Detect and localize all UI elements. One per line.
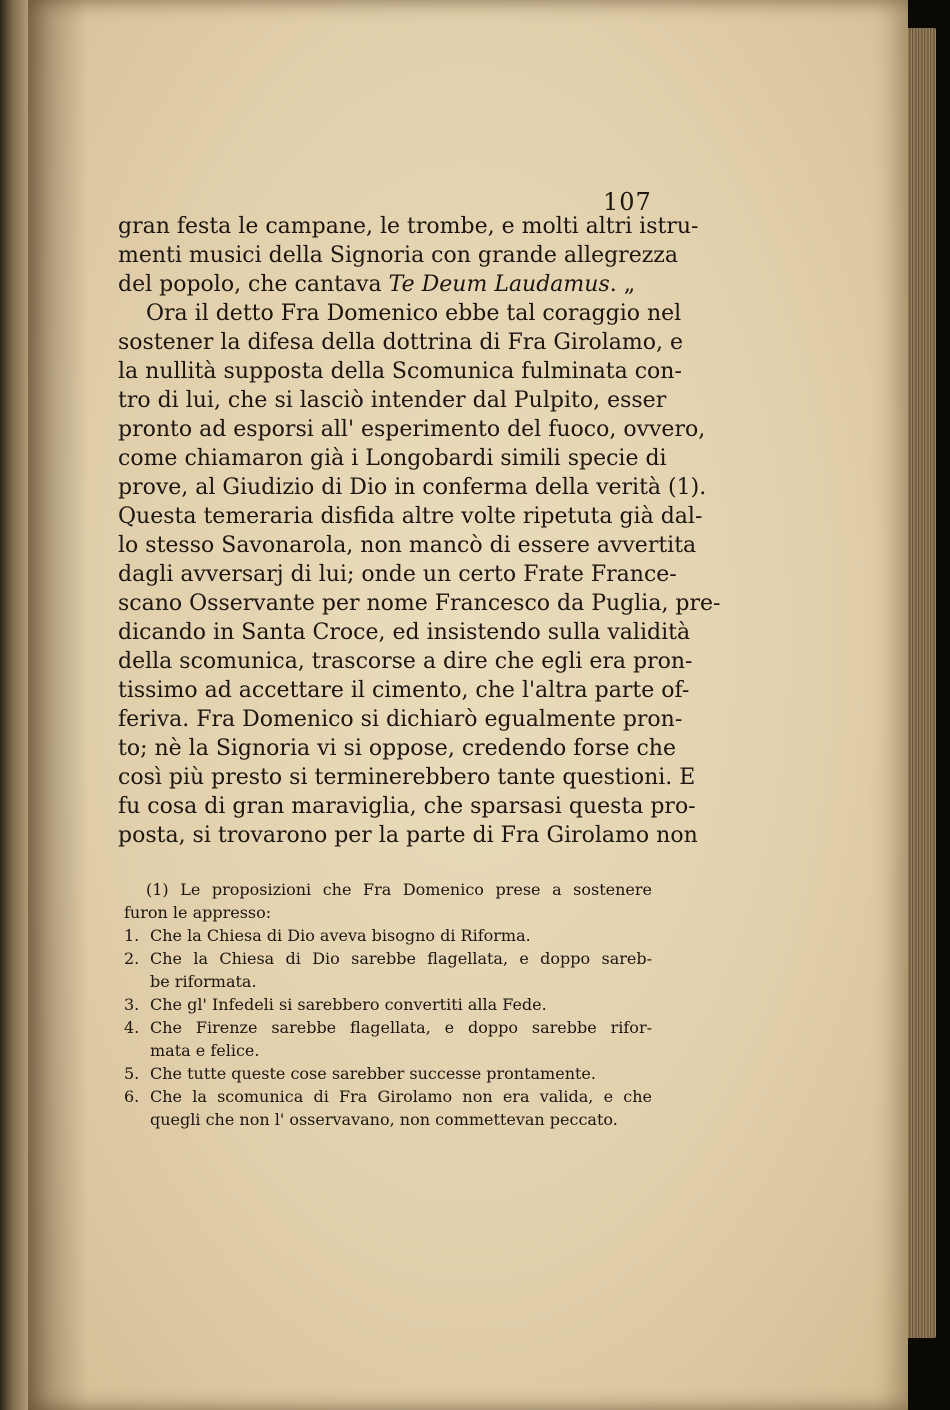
text-line: fu cosa di gran maraviglia, che sparsasi questa pro- bbox=[118, 794, 696, 819]
footnote-item-number: 5. bbox=[124, 1064, 140, 1083]
footnote-item bbox=[124, 993, 652, 1016]
footnote-item bbox=[124, 1062, 652, 1085]
text-line: lo stesso Savonarola, non mancò di essere avvertita bbox=[118, 533, 697, 558]
footnote-item-number: 4. bbox=[124, 1018, 140, 1037]
text-line: dagli avversarj di lui; onde un certo Frate France- bbox=[118, 562, 677, 587]
footnote-item-number: 3. bbox=[124, 995, 140, 1014]
footnote-item bbox=[124, 1016, 652, 1039]
text-line: pronto ad esporsi all' esperimento del fuoco, ovvero, bbox=[118, 417, 706, 442]
text-line: menti musici della Signoria con grande allegrezza bbox=[118, 243, 679, 268]
footnote-item bbox=[124, 924, 652, 947]
footnote-item-text-cont: quegli che non l' osservavano, non commettevan peccato. bbox=[150, 1110, 618, 1129]
footnote-item-text: Che la Chiesa di Dio sarebbe flagellata, e doppo sareb- bbox=[150, 949, 652, 968]
text-line: la nullità supposta della Scomunica fulminata con- bbox=[118, 359, 682, 384]
footnote-item-text: Che la Chiesa di Dio aveva bisogno di Riforma. bbox=[150, 926, 531, 945]
footnote-item-text: Che tutte queste cose sarebber successe prontamente. bbox=[150, 1064, 596, 1083]
text-line: Ora il detto Fra Domenico ebbe tal coraggio nel bbox=[146, 301, 682, 326]
text-line: gran festa le campane, le trombe, e molti altri istru- bbox=[118, 214, 699, 239]
footnote-item-text-cont: mata e felice. bbox=[150, 1041, 260, 1060]
footnote-item-text-cont: be riformata. bbox=[150, 972, 257, 991]
footnote-item-number: 1. bbox=[124, 926, 140, 945]
footnote-item bbox=[124, 947, 652, 970]
footnote-item-number: 2. bbox=[124, 949, 140, 968]
footnote-item-text: Che la scomunica di Fra Girolamo non era valida, e che bbox=[150, 1087, 652, 1106]
footnote-item-number: 6. bbox=[124, 1087, 140, 1106]
text-line: Questa temeraria disfida altre volte ripetuta già dal- bbox=[118, 504, 703, 529]
text-line: della scomunica, trascorse a dire che egli era pron- bbox=[118, 649, 693, 674]
text-line: to; nè la Signoria vi si oppose, credendo forse che bbox=[118, 736, 676, 761]
footnote-intro-cont: furon le appresso: bbox=[124, 903, 272, 922]
footnote-intro: (1) Le proposizioni che Fra Domenico prese a sostenere bbox=[146, 880, 652, 899]
text-line: come chiamaron già i Longobardi simili specie di bbox=[118, 446, 667, 471]
text-line: prove, al Giudizio di Dio in conferma della verità (1). bbox=[118, 475, 707, 500]
text-line: tissimo ad accettare il cimento, che l'altra parte of- bbox=[118, 678, 690, 703]
text-line: scano Osservante per nome Francesco da Puglia, pre- bbox=[118, 591, 721, 616]
footnote-item-text: Che gl' Infedeli si sarebbero convertiti alla Fede. bbox=[150, 995, 547, 1014]
footnote-item bbox=[124, 1085, 652, 1108]
gutter-shadow bbox=[28, 0, 88, 1410]
footnote bbox=[124, 878, 652, 1131]
footnote-item-text: Che Firenze sarebbe flagellata, e doppo sarebbe rifor- bbox=[150, 1018, 652, 1037]
text-line: posta, si trovarono per la parte di Fra Girolamo non bbox=[118, 823, 698, 848]
text-line: sostener la difesa della dottrina di Fra Girolamo, e bbox=[118, 330, 683, 355]
page-number: 107 bbox=[603, 188, 652, 216]
text-line: tro di lui, che si lasciò intender dal Pulpito, esser bbox=[118, 388, 667, 413]
latin-phrase: Te Deum Laudamus bbox=[388, 272, 610, 297]
text-line: dicando in Santa Croce, ed insistendo sulla validità bbox=[118, 620, 691, 645]
facing-page-edge bbox=[0, 0, 30, 1410]
text-line: così più presto si terminerebbero tante questioni. E bbox=[118, 765, 696, 790]
text-line: feriva. Fra Domenico si dichiarò egualmente pron- bbox=[118, 707, 683, 732]
body-text bbox=[118, 212, 721, 850]
text-line: del popolo, che cantava Te Deum Laudamus. „ bbox=[118, 272, 636, 297]
